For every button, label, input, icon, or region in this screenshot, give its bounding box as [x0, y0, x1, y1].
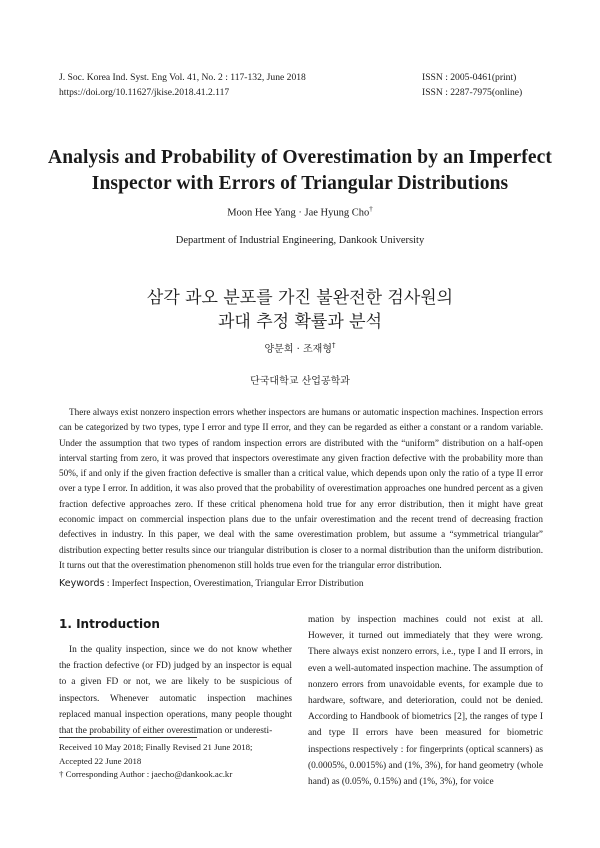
keywords-list: : Imperfect Inspection, Overestimation, Triangular Error Distribution: [106, 579, 364, 589]
abstract: There always exist nonzero inspection errors whether inspectors are humans or automatic inspection machines. Inspection errors can be categorized by two types, type I error and type II error, and they can be regarded as either a constant or a random variable. Under the assumption that two types of random inspection errors are distributed with the “uniform” distribution on a half-open interval starting from zero, it was proved that inspectors overestimate any given fraction defective with the probability more than 50%, if and only if the given fraction defective is smaller than a critical value, which depends upon only the ratio of a type II error over a type I error. In addition, it was also proved that the probability of overestimation approaches one hundred percent as a given fraction defective approaches zero. If these critical phenomena hold true for any error distribution, then it might have great economic impact on commercial inspection plans due to the unfair overestimation and the recent trend of decreasing fraction defectives in industry. In this paper, we deal with the same overestimation problem, but assume a “symmetrical triangular” distribution expecting better results since our triangular distribution is closer to a normal distribution than the uniform distribution. It turns out that the overestimation phenomenon still holds true even for the triangular error distribution.: [59, 407, 543, 570]
footnotes: [59, 741, 253, 782]
keywords: [59, 578, 364, 589]
journal-header: [59, 70, 306, 100]
received-date: Received 10 May 2018; Finally Revised 21 June 2018;: [59, 742, 253, 752]
corresponding-author-email[interactable]: Corresponding Author : jaecho@dankook.ac.kr: [63, 769, 233, 779]
corresponding-author: [59, 768, 253, 782]
title-ko-line-1: 삼각 과오 분포를 가진 불완전한 검사원의: [146, 288, 454, 308]
keywords-label: Keywords: [59, 578, 105, 589]
issn-print: ISSN : 2005-0461(print): [422, 72, 517, 83]
accepted-date: Accepted 22 June 2018: [59, 755, 142, 766]
title-ko-line-2: 과대 추정 확률과 분석: [217, 312, 382, 332]
authors-en: [0, 205, 600, 219]
affiliation-ko: 단국대학교 산업공학과: [250, 376, 350, 387]
issn-online: ISSN : 2287-7975(online): [422, 87, 523, 98]
paper-title-ko: [40, 286, 560, 334]
affiliation-en: Department of Industrial Engineering, Dankook University: [175, 235, 425, 246]
authors-en-names: Moon Hee Yang · Jae Hyung Cho: [227, 207, 370, 219]
authors-ko-names: 양문희 · 조재형: [264, 344, 332, 355]
issn-block: [422, 70, 542, 100]
corresponding-mark: †: [369, 205, 373, 213]
paper-title-en: [40, 145, 560, 197]
journal-citation: J. Soc. Korea Ind. Syst. Eng Vol. 41, No. 2 : 117-132, June 2018: [59, 72, 306, 83]
title-en-line-2: Inspector with Errors of Triangular Distributions: [91, 173, 509, 194]
title-en-line-1: Analysis and Probability of Overestimation by an Imperfect: [48, 147, 552, 168]
section-title: 1. Introduction: [59, 617, 160, 631]
corresponding-author-mark: †: [59, 769, 64, 779]
authors-ko: [0, 340, 600, 355]
doi-link[interactable]: https://doi.org/10.11627/jkise.2018.41.2.117: [59, 87, 230, 98]
intro-column-left: In the quality inspection, since we do not know whether the fraction defective (or FD) judged by an inspector is equal to a given FD or not, we are likely to be suspicious of inspectors. Whenever automatic inspection machines replaced manual inspection operations, many people thought that the probability of either overestimation or underesti-: [59, 645, 292, 737]
intro-column-right: mation by inspection machines could not exist at all. However, it turned out immediately that they were wrong. There always exist nonzero errors, i.e., type I and II errors, in even a well-automated inspection machine. The assumption of nonzero errors from unavoidable events, for example due to hardware, software, and deterioration, could not be denied. According to Handbook of biometrics [2], the ranges of type I and type II errors have been measured for biometric inspections respectively : for fingerprints (optical scanners) as (0.0005%, 0.0015%) and (1%, 3%), for hand geometry (whole hand) as (0.05%, 0.15%) and (1%, 3%), for voice: [308, 615, 543, 788]
footnote-divider: [59, 737, 197, 738]
corresponding-mark-ko: †: [332, 341, 336, 350]
